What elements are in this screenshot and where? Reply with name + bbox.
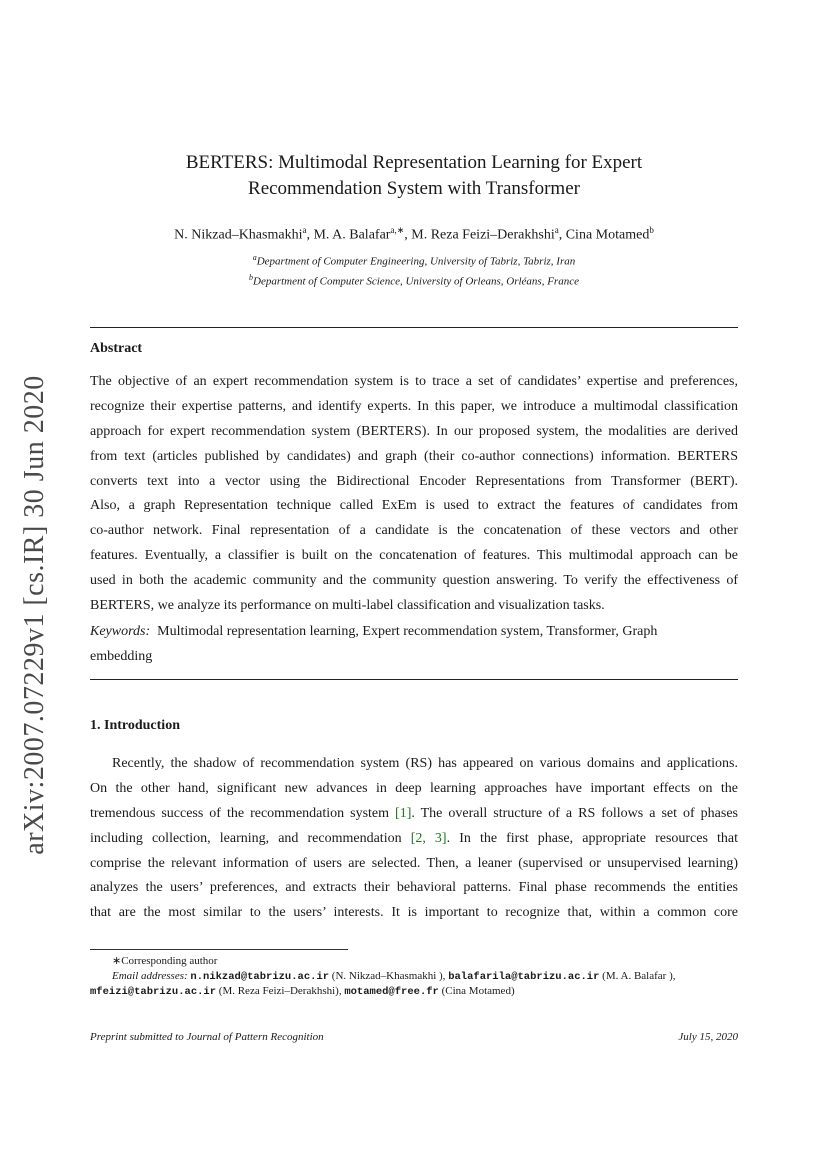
abstract-line: used in both the academic community and the community question answering. To verify the effectiveness of	[90, 573, 738, 589]
citation-link[interactable]: [1]	[395, 805, 412, 821]
author-sup: b	[649, 225, 654, 235]
abstract-line: converts text into a vector using the Bidirectional Encoder Representations from Transformer (BERT).	[90, 473, 738, 489]
email-owner: (N. Nikzad–Khasmakhi ),	[331, 969, 446, 982]
keywords-line-1	[90, 620, 738, 645]
abstract-bottom-rule	[90, 679, 738, 680]
corresponding-author-note: ∗Corresponding author	[112, 955, 218, 967]
abstract-body	[90, 370, 738, 619]
arxiv-id-text: arXiv:2007.07229v1 [cs.IR] 30 Jun 2020	[19, 375, 50, 855]
abstract-line: Also, a graph Representation technique called ExEm is used to extract the features of candidates from	[90, 498, 738, 514]
affiliation-a: $^a$Department of Computer Engineering, University of Tabriz, Tabriz, Iran	[252, 253, 576, 268]
intro-line: comprise the relevant information of users are selected. Then, a leaner (supervised or unsupervised learning)	[90, 855, 738, 871]
keywords-label: Keywords:	[90, 624, 151, 639]
intro-line: tremendous success of the recommendation system [1]. The overall structure of a RS follows a set of phases	[90, 805, 738, 821]
abstract-line: features. Eventually, a classifier is built on the concatenation of features. This multimodal approach can be	[90, 548, 738, 564]
footer-preprint-note: Preprint submitted to Journal of Pattern Recognition	[90, 1031, 324, 1043]
keywords	[90, 620, 738, 670]
abstract-heading: Abstract	[90, 341, 143, 356]
author-sup: a	[302, 225, 307, 235]
abstract-line: BERTERS, we analyze its performance on multi-label classification and visualization tasks.	[90, 598, 605, 614]
keywords-line-2: embedding	[90, 648, 153, 664]
email-line-2	[90, 984, 738, 1000]
keywords-text: Multimodal representation learning, Expert recommendation system, Transformer, Graph	[157, 624, 658, 639]
author-sup: a	[554, 225, 559, 235]
introduction-body	[90, 752, 738, 926]
email-address[interactable]: n.nikzad@tabrizu.ac.ir	[190, 970, 330, 983]
email-address[interactable]: motamed@free.fr	[344, 986, 439, 998]
author-name: M. Reza Feizi–Derakhshi	[411, 227, 555, 243]
email-address[interactable]: mfeizi@tabrizu.ac.ir	[90, 986, 217, 998]
intro-line: that are the most similar to the users’ interests. It is important to recognize that, within a common core	[90, 905, 738, 921]
paper-title	[90, 150, 738, 202]
author-name: Cina Motamed	[565, 227, 650, 243]
intro-line: including collection, learning, and recommendation [2, 3]. In the first phase, appropriate resources that	[90, 830, 738, 846]
email-label: Email addresses:	[112, 969, 188, 982]
email-owner: (M. Reza Feizi–Derakhshi),	[218, 985, 342, 997]
abstract-top-rule	[90, 327, 738, 328]
footnote	[90, 954, 738, 1000]
affiliation-b: $^b$Department of Computer Science, University of Orleans, Orléans, France	[249, 272, 579, 288]
abstract-line: The objective of an expert recommendation system is to trace a set of candidates’ expertise and preferences,	[90, 374, 738, 389]
author-sup: a,∗	[390, 225, 405, 235]
email-owner: (Cina Motamed)	[441, 985, 515, 997]
email-line-1	[90, 969, 738, 985]
intro-line: analyzes the users’ preferences, and extracts their behavioral patterns. Final phase recommends the entities	[90, 880, 738, 896]
email-owner: (M. A. Balafar ),	[602, 969, 676, 982]
footnote-rule	[90, 949, 348, 950]
abstract-line: co-author network. Final representation of a candidate is the concatenation of these vectors and other	[90, 523, 738, 539]
abstract-line: recognize their expertise patterns, and identify experts. In this paper, we introduce a multimodal classification	[90, 398, 738, 414]
arxiv-side-stamp	[10, 375, 60, 855]
intro-line: On the other hand, significant new advances in deep learning approaches have important effects on the	[90, 780, 738, 796]
citation-link[interactable]: [2, 3]	[410, 830, 447, 846]
title-line-2: Recommendation System with Transformer	[248, 178, 580, 199]
footer-date: July 15, 2020	[678, 1031, 738, 1043]
intro-line: Recently, the shadow of recommendation system (RS) has appeared on various domains and applications.	[112, 756, 738, 771]
page-footer	[90, 1031, 738, 1043]
affiliations	[90, 250, 738, 289]
author-name: M. A. Balafar	[313, 227, 391, 243]
email-address[interactable]: balafarila@tabrizu.ac.ir	[448, 970, 600, 983]
abstract-line: approach for expert recommendation system (BERTERS). In our proposed system, the modalities are derived	[90, 423, 738, 439]
section-heading-introduction: 1. Introduction	[90, 718, 180, 733]
title-line-1: BERTERS: Multimodal Representation Learning for Expert	[185, 152, 643, 173]
abstract-line: from text (articles published by candidates) and graph (their co-author connections) information. BERTERS	[90, 448, 738, 464]
author-list: N. Nikzad–Khasmakhi$^a$, M. A. Balafar$^{a,∗}$, M. Reza Feizi–Derakhshi$^a$, Cina Motamed$^b$	[174, 225, 654, 243]
author-name: N. Nikzad–Khasmakhi	[174, 227, 303, 243]
